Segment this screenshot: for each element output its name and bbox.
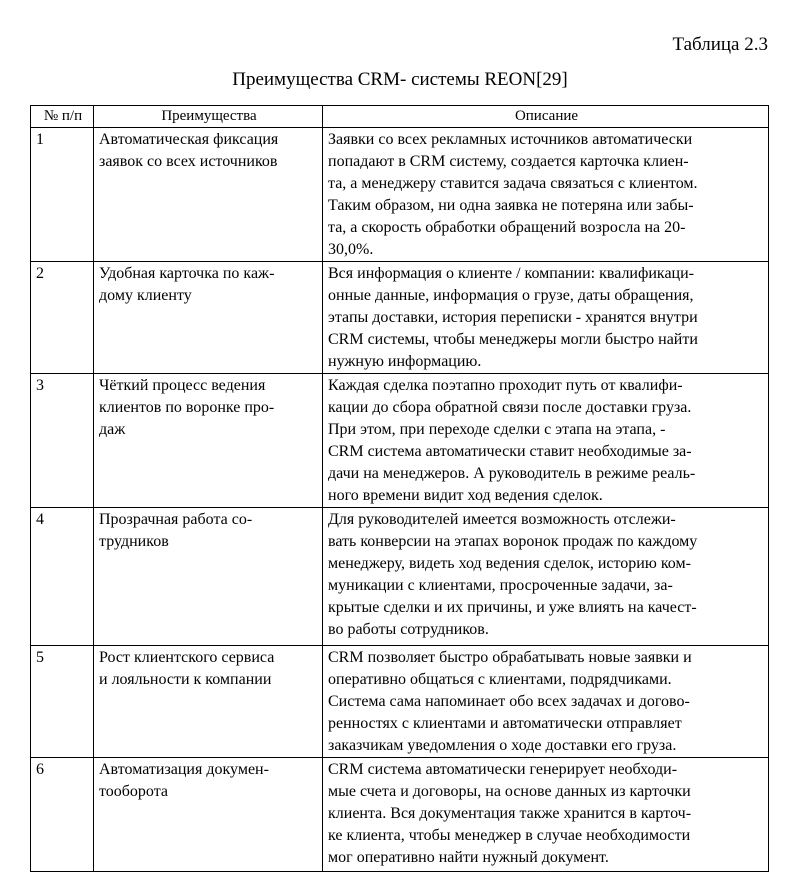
advantages-table: [30, 105, 769, 872]
row-description: Вся информация о клиенте / компании: квалификаци- онные данные, информация о грузе, даты обращения, этапы доставки, история переписки - хранятся внутри CRM системы, чтобы менеджеры могли быстро найти нужную информацию.: [323, 262, 769, 374]
header-num: № п/п: [31, 106, 94, 128]
header-advantage: Преимущества: [94, 106, 323, 128]
table-row: [31, 508, 769, 646]
header-row: [31, 106, 769, 128]
table-title: Преимущества CRM- системы REON[29]: [232, 69, 568, 90]
header-description: Описание: [323, 106, 769, 128]
row-description: CRM система автоматически генерирует необходи- мые счета и договоры, на основе данных из карточки клиента. Вся документация также хранится в карточ- ке клиента, чтобы менеджер в случае необходимости мог оперативно найти нужный документ.: [323, 758, 769, 872]
row-number: 3: [31, 374, 94, 508]
table-row: [31, 758, 769, 872]
table-number: Таблица 2.3: [672, 34, 768, 55]
row-advantage: Автоматизация докумен- тооборота: [94, 758, 323, 872]
row-number: 2: [31, 262, 94, 374]
row-advantage: Рост клиентского сервиса и лояльности к компании: [94, 646, 323, 758]
row-description: Для руководителей имеется возможность отслежи- вать конверсии на этапах воронок продаж по каждому менеджеру, видеть ход ведения сделок, историю ком- муникации с клиентами, просроченные задачи, за- крытые сделки и их причины, и уже влиять на качест- во работы сотрудников.: [323, 508, 769, 646]
table-row: [31, 374, 769, 508]
row-number: 6: [31, 758, 94, 872]
row-description: Каждая сделка поэтапно проходит путь от квалифи- кации до сбора обратной связи после доставки груза. При этом, при переходе сделки с этапа на этапа, - CRM система автоматически ставит необходимые за- дачи на менеджеров. А руководитель в режиме реаль- ного времени видит ход ведения сделок.: [323, 374, 769, 508]
row-description: Заявки со всех рекламных источников автоматически попадают в CRM систему, создается карточка клиен- та, а менеджеру ставится задача связаться с клиентом. Таким образом, ни одна заявка не потеряна или забы- та, а скорость обработки обращений возросла на 20- 30,0%.: [323, 128, 769, 262]
row-advantage: Прозрачная работа со- трудников: [94, 508, 323, 646]
table-row: [31, 262, 769, 374]
row-advantage: Автоматическая фиксация заявок со всех источников: [94, 128, 323, 262]
row-description: CRM позволяет быстро обрабатывать новые заявки и оперативно общаться с клиентами, подрядчиками. Система сама напоминает обо всех задачах и догово- ренностях с клиентами и автоматически отправляет заказчикам уведомления о ходе доставки его груза.: [323, 646, 769, 758]
table-row: [31, 128, 769, 262]
row-advantage: Удобная карточка по каж- дому клиенту: [94, 262, 323, 374]
row-number: 1: [31, 128, 94, 262]
row-number: 4: [31, 508, 94, 646]
row-advantage: Чёткий процесс ведения клиентов по воронке про- даж: [94, 374, 323, 508]
row-number: 5: [31, 646, 94, 758]
table-row: [31, 646, 769, 758]
